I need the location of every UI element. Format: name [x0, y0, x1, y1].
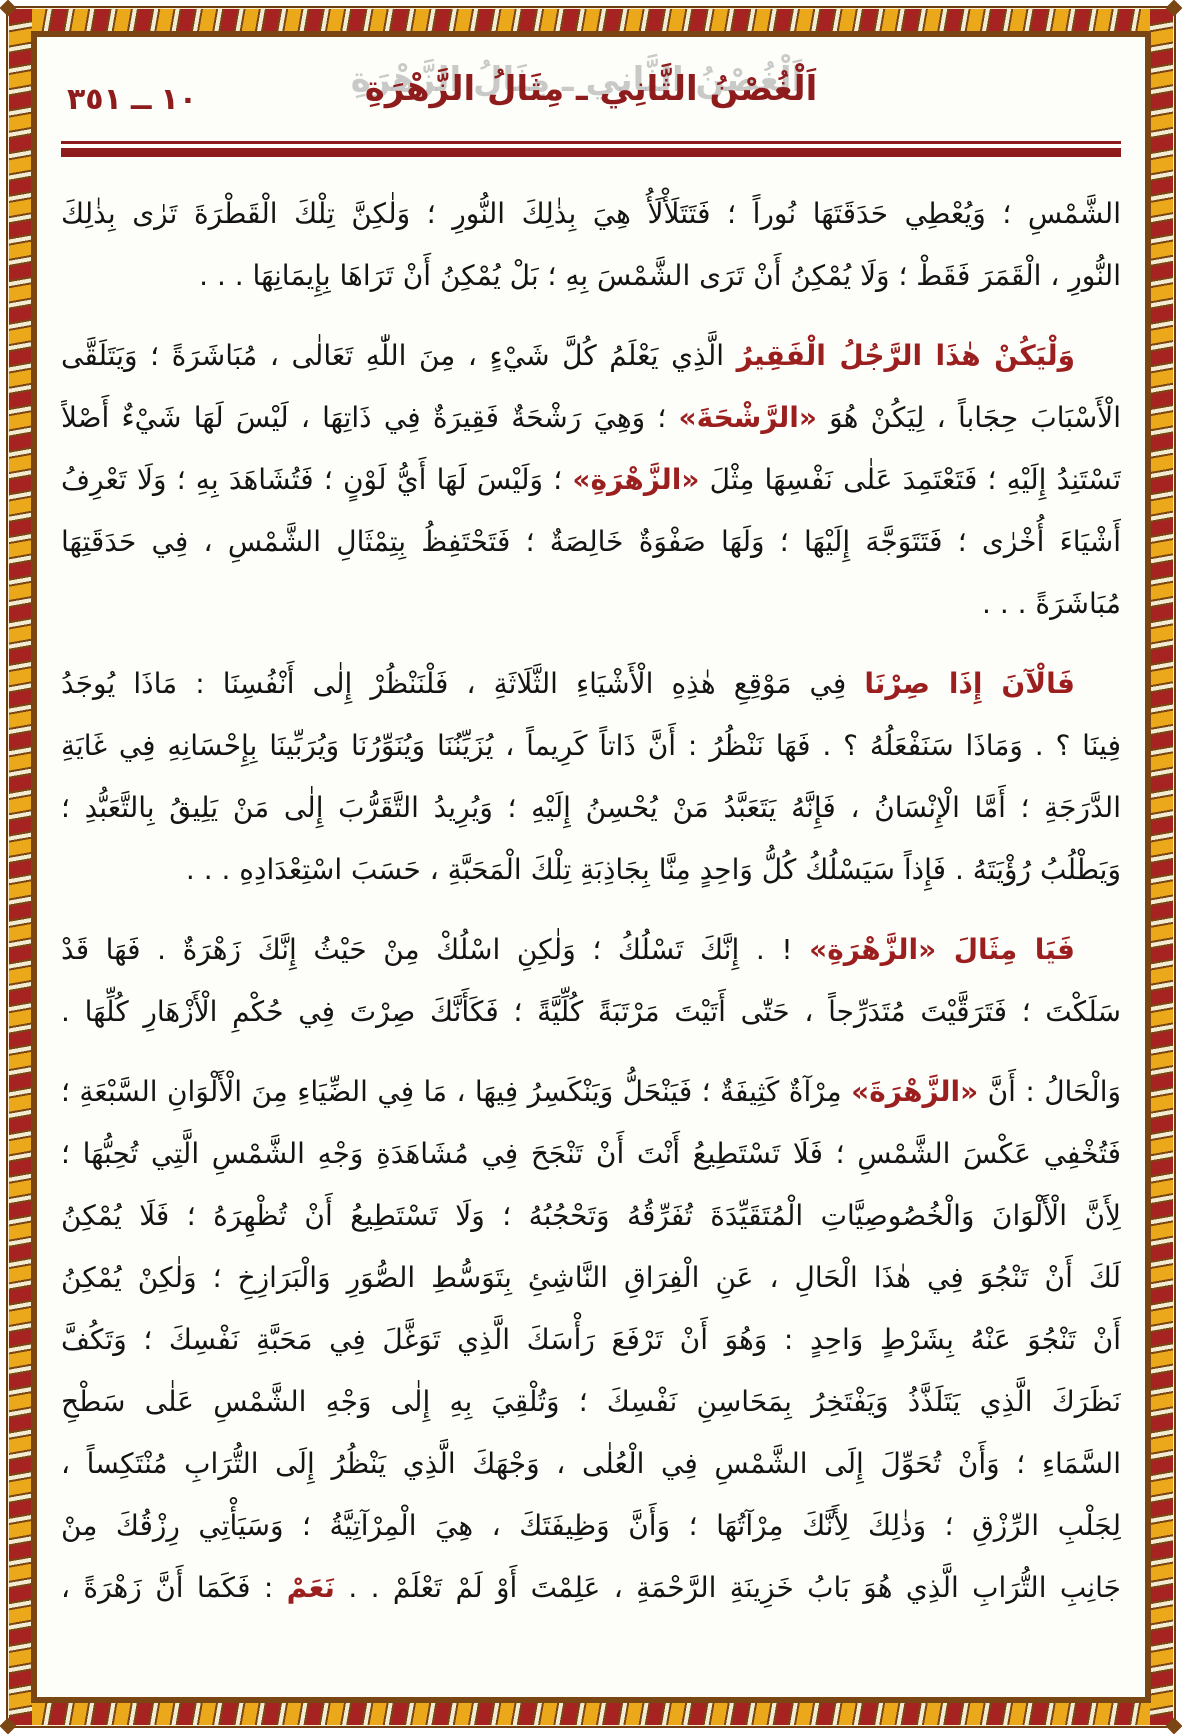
text-segment: ؛ وَهِيَ رَشْحَةٌ فَقِيرَةٌ فِي ذَاتِهَا ، لَيْسَ لَهَا شَيْءٌ أَصْلاً	[61, 401, 679, 434]
paragraph	[61, 919, 1121, 1043]
text-segment: لِأَنَّ الْأَلْوَانَ وَالْخُصُوصِيَّاتِ الْمُتَقَيِّدَةَ تُفَرِّقُهُ وَتَحْجُبُهُ ؛ وَلَا تَسْتَطِيعُ أَنْ تُظْهِرَهُ ؛ فَلَا يُمْكِنُ	[61, 1199, 1121, 1232]
ornamental-border-right	[1150, 9, 1173, 1725]
text-line	[61, 919, 1121, 981]
page-number-separator: ــ	[130, 82, 152, 117]
paragraph	[61, 183, 1121, 307]
ornamental-border-bottom	[9, 1702, 1173, 1725]
text-line	[61, 511, 1121, 573]
page-title: اَلْغُصْنُ الثَّانِي ـ مِثَالُ الزَّهْرَةِ	[364, 69, 818, 109]
paragraph	[61, 325, 1121, 635]
highlighted-phrase: فَالْآنَ إِذَا صِرْنَا	[864, 667, 1075, 700]
text-segment: لِجَلْبِ الرِّزْقِ ؛ وَذٰلِكَ لِأَنَّكَ مِرْآتُهَا ؛ وَأَنَّ وَظِيفَتَكَ ، هِيَ الْمِرْآتِيَّةُ ؛ وَسَيَأْتِي رِزْقُكَ مِنْ	[61, 1509, 1121, 1542]
text-line	[61, 1371, 1121, 1433]
header-divider-thick-line	[61, 148, 1121, 157]
text-line	[61, 777, 1121, 839]
ornamental-border-left	[9, 9, 32, 1725]
text-line	[61, 1123, 1121, 1185]
header-divider	[61, 141, 1121, 157]
text-line	[61, 387, 1121, 449]
text-line	[61, 245, 1121, 307]
page-number-section: ١٠	[160, 82, 198, 117]
text-line	[61, 573, 1121, 635]
text-segment: فَتُخْفِي عَكْسَ الشَّمْسِ ؛ فَلَا تَسْتَطِيعُ أَنْتَ أَنْ تَنْجَحَ فِي مُشَاهَدَةِ وَجْهِ الشَّمْسِ الَّتِي تُحِبُّهَا ؛	[61, 1137, 1121, 1170]
page-content	[37, 37, 1145, 1697]
text-segment: أَشْيَاءَ أُخْرٰى ؛ فَتَتَوَجَّهَ إِلَيْهَا ؛ وَلَهَا صَفْوَةٌ خَالِصَةٌ ؛ فَتَحْتَفِظُ بِتِمْثَالِ الشَّمْسِ ، فِي حَدَقَتِهَا	[61, 525, 1121, 558]
highlighted-phrase: نَعَمْ	[286, 1571, 335, 1604]
text-segment: الدَّرَجَةِ ؛ أَمَّا الْإِنْسَانُ ، فَإِنَّهُ يَتَعَبَّدُ مَنْ يُحْسِنُ إِلَيْهِ ؛ وَيُرِيدُ التَّقَرُّبَ إِلٰى مَنْ يَلِيقُ بِالتَّعَبُّدِ ؛	[61, 791, 1121, 824]
text-line	[61, 715, 1121, 777]
text-segment: أَنْ تَنْجُوَ عَنْهُ بِشَرْطٍ وَاحِدٍ : وَهُوَ أَنْ تَرْفَعَ رَأْسَكَ الَّذِي تَوَغَّلَ فِي مَحَبَّةِ نَفْسِكَ ؛ وَتَكُفَّ	[61, 1323, 1121, 1356]
text-segment: نَظَرَكَ الَّذِي يَتَلَذَّذُ وَيَفْتَخِرُ بِمَحَاسِنِ نَفْسِكَ ؛ وَتُلْقِيَ بِهِ إِلٰى وَجْهِ الشَّمْسِ عَلٰى سَطْحِ	[61, 1385, 1121, 1418]
text-segment: مِرْآةٌ كَثِيفَةٌ ؛ فَيَنْحَلُّ وَيَنْكَسِرُ فِيهَا ، مَا فِي الضِّيَاءِ مِنَ الْأَلْوَانِ السَّبْعَةِ ؛	[61, 1075, 852, 1108]
text-segment: وَيَطْلُبُ رُؤْيَتَهُ . فَإِذاً سَيَسْلُكُ كُلُّ وَاحِدٍ مِنَّا بِجَاذِبَةِ تِلْكَ الْمَحَبَّةِ ، حَسَبَ اسْتِعْدَادِهِ . . .	[185, 853, 1121, 886]
text-segment: فِي مَوْقِعِ هٰذِهِ الْأَشْيَاءِ الثَّلَاثَةِ ، فَلْنَنْظُرْ إِلٰى أَنْفُسِنَا : مَاذَا يُوجَدُ	[61, 667, 865, 700]
highlighted-phrase: «الرَّشْحَةَ»	[678, 401, 817, 434]
text-line	[61, 1185, 1121, 1247]
text-line	[61, 449, 1121, 511]
page-header	[61, 53, 1121, 141]
text-line	[61, 1309, 1121, 1371]
text-segment: ؛ وَلَيْسَ لَهَا أَيُّ لَوْنٍ ؛ فَتُشَاهَدَ بِهِ ؛ وَلَا تَعْرِفُ	[61, 463, 573, 496]
page-number-value: ٣٥١	[67, 82, 122, 117]
text-segment: ! . إِنَّكَ تَسْلُكُ ؛ وَلٰكِنِ اسْلُكْ مِنْ حَيْثُ إِنَّكَ زَهْرَةٌ . فَهَا قَدْ	[61, 933, 810, 966]
text-segment: النُّورِ ، الْقَمَرَ فَقَطْ ؛ وَلَا يُمْكِنُ أَنْ تَرَى الشَّمْسَ بِهِ ؛ بَلْ يُمْكِنُ أَنْ تَرَاهَا بِإِيمَانِهَا . . .	[199, 259, 1121, 292]
header-divider-thin-line	[61, 141, 1121, 144]
highlighted-phrase: «الزَّهْرَةَ»	[851, 1075, 979, 1108]
text-segment: الَّذِي يَعْلَمُ كُلَّ شَيْءٍ ، مِنَ اللّٰهِ تَعَالٰى ، مُبَاشَرَةً ؛ وَيَتَلَقَّى	[61, 339, 737, 372]
text-line	[61, 1557, 1121, 1619]
text-segment: السَّمَاءِ ؛ وَأَنْ تُحَوِّلَ إِلَى الشَّمْسِ فِي الْعُلٰى ، وَجْهَكَ الَّذِي يَنْظُرُ إِلَى التُّرَابِ مُنْتَكِساً ،	[61, 1447, 1121, 1480]
text-line	[61, 1247, 1121, 1309]
text-line	[61, 183, 1121, 245]
body-text	[61, 183, 1121, 1619]
text-segment: الشَّمْسِ ؛ وَيُعْطِي حَدَقَتَهَا نُوراً ؛ فَتَتَلَأْلَأُ هِيَ بِذٰلِكَ النُّورِ ؛ وَلٰكِنَّ تِلْكَ الْقَطْرَةَ تَرٰى بِذٰلِكَ	[61, 197, 1121, 230]
text-line	[61, 981, 1121, 1043]
text-line	[61, 1495, 1121, 1557]
highlighted-phrase: «الزَّهْرَةِ»	[572, 463, 700, 496]
text-segment: سَلَكْتَ ؛ فَتَرَقَّيْتَ مُتَدَرِّجاً ، حَتّٰى أَتَيْتَ مَرْتَبَةً كُلِّيَّةً ؛ فَكَأَنَّكَ صِرْتَ فِي حُكْمِ الْأَزْهَارِ كُلِّهَا .	[61, 995, 1121, 1028]
highlighted-phrase: وَلْيَكُنْ هٰذَا الرَّجُلُ الْفَقِيرُ	[736, 339, 1075, 372]
text-segment: لَكَ أَنْ تَنْجُوَ فِي هٰذَا الْحَالِ ، عَنِ الْفِرَاقِ النَّاشِئِ بِتَوَسُّطِ الصُّوَرِ وَالْبَرَازِخِ ؛ وَلٰكِنْ يُمْكِنُ	[61, 1261, 1121, 1294]
text-line	[61, 839, 1121, 901]
text-segment: تَسْتَنِدُ إِلَيْهِ ؛ فَتَعْتَمِدَ عَلٰى نَفْسِهَا مِثْلَ	[699, 463, 1121, 496]
text-segment: وَالْحَالُ : أَنَّ	[978, 1075, 1121, 1108]
text-segment: جَانِبِ التُّرَابِ الَّذِي هُوَ بَابُ خَزِينَةِ الرَّحْمَةِ ، عَلِمْتَ أَوْ لَمْ تَعْلَمْ . .	[334, 1571, 1121, 1604]
highlighted-phrase: فَيَا مِثَالَ «الزَّهْرَةِ»	[809, 933, 1075, 966]
text-segment: : فَكَمَا أَنَّ زَهْرَةً ،	[61, 1571, 287, 1604]
text-line	[61, 653, 1121, 715]
paragraph	[61, 1061, 1121, 1619]
text-line	[61, 1061, 1121, 1123]
paragraph	[61, 653, 1121, 901]
text-line	[61, 1433, 1121, 1495]
text-segment: مُبَاشَرَةً . . .	[982, 587, 1121, 620]
text-segment: فِينَا ؟ . وَمَاذَا سَنَفْعَلُهُ ؟ . فَهَا نَنْظُرُ : أَنَّ ذَاتاً كَرِيماً ، يُزَيِّنُنَا وَيُنَوِّرُنَا وَيُرَبِّينَا بِإِحْسَانِهِ فِي غَايَةِ	[61, 729, 1121, 762]
ornamental-border-top	[9, 9, 1173, 32]
text-line	[61, 325, 1121, 387]
text-segment: الْأَسْبَابَ حِجَاباً ، لِيَكُنْ هُوَ	[816, 401, 1121, 434]
page-number	[67, 82, 198, 117]
